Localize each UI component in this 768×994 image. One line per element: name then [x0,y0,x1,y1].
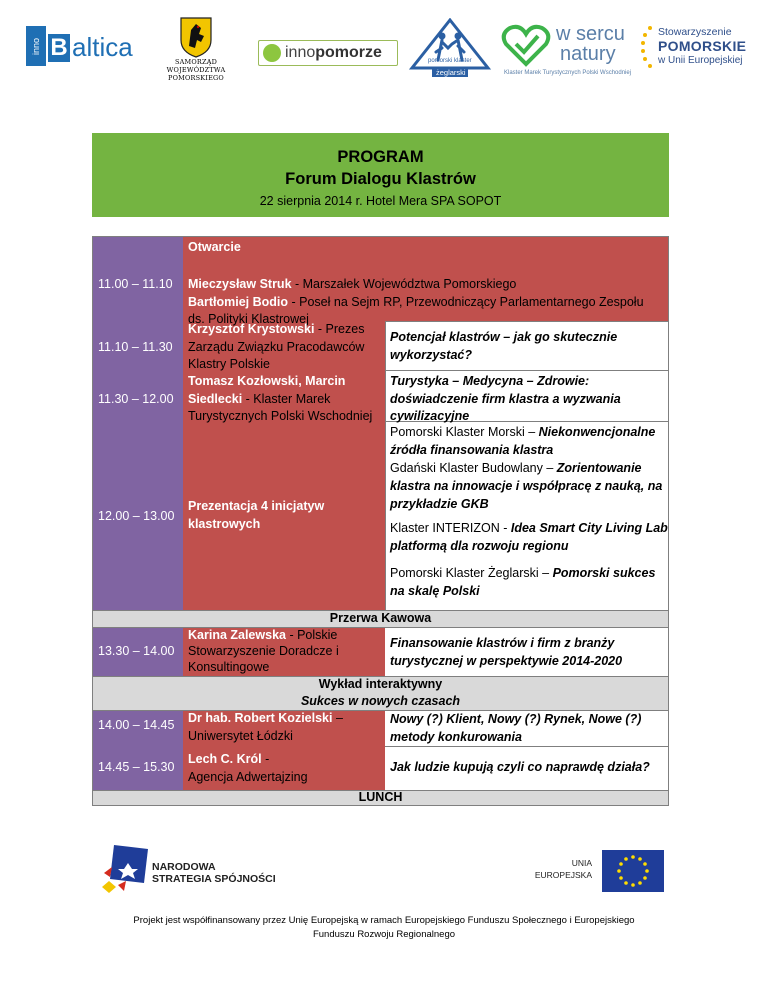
innobaltica-b-letter: B [48,34,70,62]
slot1-speaker1-role: - Marszałek Województwa Pomorskiego [291,277,517,291]
nss-line2: STRATEGIA SPÓJNOŚCI [152,873,276,885]
innopomorze-pomorze: pomorze [315,44,382,61]
slot3-topic-b: doświadczenie firm klastra a wyzwania [390,391,621,406]
unia-europejska-logo [530,850,664,894]
zeglarski-zeglarski: żeglarski [436,68,466,77]
ue-line1: UNIA [571,858,592,868]
innopomorze-inno: inno [285,44,316,61]
slot5-speaker-role-a: - Polskie [285,628,338,642]
funding-note-line2: Funduszu Rozwoju Regionalnego [312,929,456,940]
slot6-speaker-name: Dr hab. Robert Kozielski [188,711,333,725]
zeglarski-klaster: klaster [454,58,472,64]
slot4-time: 12.00 – 13.00 [98,509,175,523]
slot5-time: 13.30 – 14.00 [98,644,175,658]
slot1-speaker2-role-a: - Poseł na Sejm RP, Przewodniczący Parlamentarnego Zespołu [288,294,644,309]
innobaltica-inno-text: inno [26,26,46,66]
slot4-item3-title-b: platformą dla rozwoju regionu [390,539,569,553]
innobaltica-rest-text: altica [72,32,133,62]
stowarzyszenie-line1: Stowarzyszenie [658,26,732,38]
slot4-item4-org: Pomorski Klaster Żeglarski – [390,566,553,580]
partner-logos [0,0,768,100]
slot4-item2-title-b: klastra na innowacje i współpracę z nauką, na [390,479,663,493]
slot4-item3-org: Klaster INTERIZON - [390,521,511,535]
slot4-item1-org: Pomorski Klaster Morski – [390,425,539,439]
slot6-speaker-role-b: Uniwersytet Łódzki [188,728,293,743]
slot1-time: 11.00 – 11.10 [98,277,173,291]
slot7-speaker-name: Lech C. Król [188,752,262,766]
slot4-item2-org: Gdański Klaster Budowlany – [390,461,557,475]
opening-label: Otwarcie [188,240,241,254]
funding-note [60,914,708,942]
slot4-label-a: Prezentacja 4 inicjatyw [188,499,325,513]
zeglarski-pomorski: pomorski [428,58,453,64]
narodowa-strategia-logo [100,843,290,903]
slot3-speaker-role-a: - Klaster Marek [242,391,331,406]
sailors-triangle-icon [408,18,492,78]
program-header [92,133,669,217]
slot2-topic-a: Potencjał klastrów – jak go skutecznie [390,330,618,344]
ue-line2: EUROPEJSKA [534,870,592,880]
slot1-speaker2-role-b: ds. Polityki Klastrowej [188,312,309,326]
samorzad-line1: SAMORZĄD [174,58,218,66]
slot3-speaker-name-b: Siedlecki [188,391,243,406]
slot4-item2-title-c: przykładzie GKB [390,497,489,511]
program-date-place: 22 sierpnia 2014 r. Hotel Mera SPA SOPOT [259,194,502,208]
program-title: PROGRAM [337,148,424,166]
wsercu-line1: w sercu [556,23,625,45]
program-subtitle: Forum Dialogu Klastrów [285,170,476,188]
nss-line1: NARODOWA [152,861,216,873]
slot5-speaker-role-c: Konsultingowe [188,660,270,674]
slot7-speaker-role-a: - [261,752,270,766]
nss-star-flag-icon [100,843,150,903]
grid-line [92,236,93,806]
heart-leaf-icon [500,24,552,68]
grid-line [385,370,669,371]
eu-flag-icon [602,850,664,892]
slot4-item1-title-b: źródła finansowania klastra [390,443,554,457]
slot3-time: 11.30 – 12.00 [98,392,174,406]
slot2-topic-b: wykorzystać? [390,347,472,362]
slot2-speaker-role-c: Klastry Polskie [188,357,270,371]
wsercu-line2: natury [560,43,616,65]
slot4-item2-title-a: Zorientowanie [556,461,642,475]
slot3-topic-c: cywilizacyjne [390,409,470,423]
slot5-speaker-role-b: Stowarzyszenie Doradcze i [188,644,339,658]
slot1-speaker2-name: Bartłomiej Bodio [188,294,289,309]
slot7-speaker-role-b: Agencja Adwertajzing [188,769,308,784]
klaster-zeglarski-logo [408,18,492,78]
slot3-speaker-role-b: Turystycznych Polski Wschodniej [188,409,373,423]
slot6-time: 14.00 – 14.45 [98,718,175,732]
grid-line [385,746,669,747]
griffin-shield-icon [179,16,213,58]
innobaltica-logo [26,26,144,66]
innopomorze-dot-icon [263,44,281,62]
stowarzyszenie-line3: w Unii Europejskiej [658,55,743,66]
slot1-speaker1-name: Mieczysław Struk [188,277,292,291]
wsercu-caption: Klaster Marek Turystycznych Polski Wschodniej [504,70,632,76]
slot7-time: 14.45 – 15.30 [98,760,175,774]
slot4-item4-title-b: na skalę Polski [390,584,480,598]
slot2-speaker-name: Krzysztof Krystowski [188,322,315,336]
grid-line [385,321,386,610]
samorzad-logo [144,16,248,82]
lecture-subtitle: Sukces w nowych czasach [300,694,461,708]
opening-row [183,236,669,271]
lunch-label: LUNCH [358,790,403,804]
lecture-title: Wykład interaktywny [318,677,443,691]
slot6-topic-a: Nowy (?) Klient, Nowy (?) Rynek, Nowe (?) [390,712,642,726]
w-sercu-natury-logo [500,24,630,84]
slot7-topic: Jak ludzie kupują czyli co naprawdę działa? [390,760,650,774]
slot4-item4-title-a: Pomorski sukces [552,566,656,580]
grid-line [92,627,669,628]
slot6-speaker-role-a: – [332,711,343,725]
slot5-speaker-name: Karina Zalewska [188,628,286,642]
slot2-time: 11.10 – 11.30 [98,340,173,354]
slot5-topic-a: Finansowanie klastrów i firm z branży [390,636,615,650]
schedule-table [92,236,669,806]
slot6-topic-b: metody konkurowania [390,729,522,744]
slot2-speaker-role-b: Zarządu Związku Pracodawców [188,339,365,354]
slot4-item1-title-a: Niekonwencjonalne [538,425,656,439]
stars-ring-icon [640,24,656,74]
slot5-topic-b: turystycznej w perspektywie 2014-2020 [390,653,623,668]
slot4-item3-title-a: Idea Smart City Living Lab [510,521,668,535]
slot4-label-b: klastrowych [188,516,261,531]
samorzad-line2: WOJEWÓDZTWA POMORSKIEGO [166,66,226,82]
slot2-speaker-role-a: - Prezes [314,322,365,336]
slot3-speaker-name-a: Tomasz Kozłowski, Marcin [188,374,346,388]
innopomorze-logo [258,40,398,66]
break-label: Przerwa Kawowa [329,611,432,625]
slot3-topic-a: Turystyka – Medycyna – Zdrowie: [390,374,590,388]
funding-note-line1: Projekt jest współfinansowany przez Unię Europejską w ramach Europejskiego Funduszu Społecznego i Europejskiego [133,915,635,926]
stowarzyszenie-line2: POMORSKIE [658,38,747,54]
grid-line [92,236,669,237]
stowarzyszenie-pomorskie-logo [640,24,760,74]
